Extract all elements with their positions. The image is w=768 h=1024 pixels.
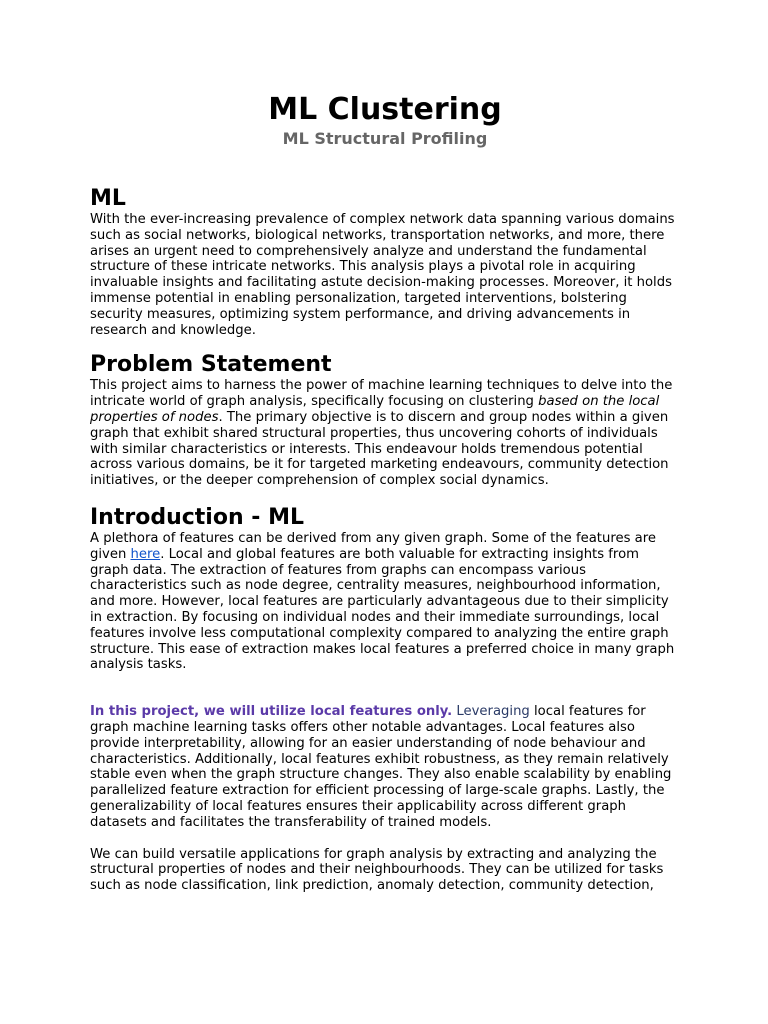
problem-text-end: . The primary objective is to discern and group nodes within a given graph that exhibit shared structural properties, thus uncovering cohorts of individuals with similar characteristics or interests. This endeavour holds tremendous potential across various domains, be it for targeted marketing endeavours, community detection initiatives, or the deeper comprehension of complex social dynamics. bbox=[90, 409, 669, 489]
section-problem-statement bbox=[90, 352, 680, 489]
section-ml bbox=[90, 186, 680, 338]
introduction-heading: Introduction - ML bbox=[90, 504, 304, 530]
paragraph-spacer bbox=[90, 831, 680, 847]
here-link[interactable]: here bbox=[130, 546, 161, 562]
local-features-highlight: In this project, we will utilize local features only. bbox=[90, 704, 453, 720]
introduction-paragraph-1 bbox=[90, 531, 680, 673]
document-title: ML Clustering bbox=[268, 92, 502, 127]
problem-text-start: This project aims to harness the power of machine learning techniques to delve into the intricate world of graph analysis, specifically focusing on clustering bbox=[90, 378, 673, 410]
intro-p1-start: A plethora of features can be derived from any given graph. Some of the features are given bbox=[90, 530, 656, 562]
problem-text-italic: based on the local properties of nodes bbox=[90, 394, 660, 425]
section-ml-heading: ML bbox=[90, 186, 126, 211]
section-introduction bbox=[90, 505, 680, 894]
section-ml-body: With the ever-increasing prevalence of complex network data spanning various domains such as social networks, biological networks, transportation networks, and more, there arises an urgent need to comprehensively analyze and understand the fundamental structure of these intricate networks. This analysis plays a pivotal role in acquiring invaluable insights and facilitating astute decision-making processes. Moreover, it holds immense potential in enabling personalization, targeted interventions, bolstering security measures, optimizing system performance, and driving advancements in research and knowledge. bbox=[90, 212, 675, 338]
document-subtitle: ML Structural Profiling bbox=[282, 129, 488, 148]
leveraging-word: Leveraging bbox=[456, 704, 530, 720]
introduction-paragraph-3: We can build versatile applications for graph analysis by extracting and analyzing the structural properties of nodes and their neighbourhoods. They can be utilized for tasks such as node classification, link prediction, anomaly detection, community detection, bbox=[90, 846, 664, 894]
problem-statement-heading: Problem Statement bbox=[90, 352, 332, 378]
paragraph-spacer bbox=[90, 673, 680, 704]
intro-p1-end: . Local and global features are both valuable for extracting insights from graph data. The extraction of features from graphs can encompass various characteristics such as node degree, centrality measures, neighbourhood information, and more. However, local features are particularly advantageous due to their simplicity in extraction. By focusing on individual nodes and their immediate surroundings, local features involve less computational complexity compared to analyzing the entire graph structure. This ease of extraction makes local features a preferred choice in many graph analysis tasks. bbox=[90, 546, 675, 673]
introduction-paragraph-2 bbox=[90, 704, 680, 830]
intro-p2-rest: local features for graph machine learning tasks offers other notable advantages. Local features also provide interpretability, allowing for an easier understanding of node behaviour and characteristics. Additionally, local features exhibit robustness, as they remain relatively stable even when the graph structure changes. They also enable scalability by enabling parallelized feature extraction for efficient processing of large-scale graphs. Lastly, the generalizability of local features ensures their applicability across different graph datasets and facilitates the transferability of trained models. bbox=[90, 704, 672, 830]
problem-statement-body bbox=[90, 378, 680, 489]
